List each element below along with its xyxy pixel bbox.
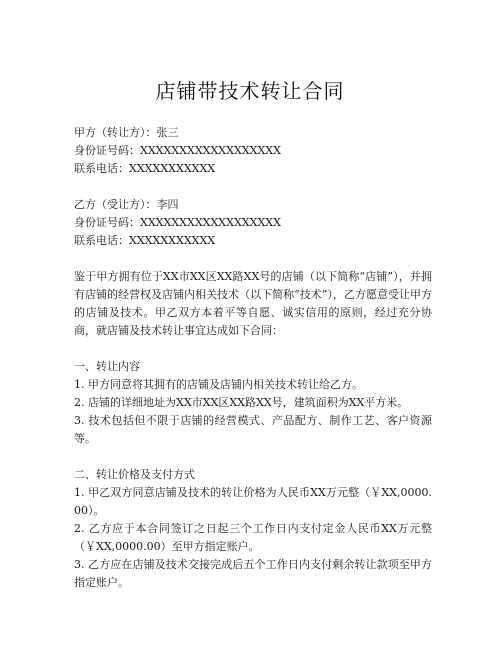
party-b-phone: 联系电话：XXXXXXXXXXX	[74, 234, 216, 247]
party-a-phone: 联系电话：XXXXXXXXXXX	[74, 162, 216, 175]
party-b-id-number: 身份证号码：XXXXXXXXXXXXXXXXXX	[74, 216, 281, 229]
section-2-item: 3. 乙方应在店铺及技术交接完成后五个工作日内支付剩余转让款项至甲方指定账户。	[74, 558, 432, 589]
page-title: 店铺带技术转让合同	[155, 79, 345, 103]
section-1-item: 1. 甲方同意将其拥有的店铺及店铺内相关技术转让给乙方。	[74, 378, 363, 391]
party-a-id-number: 身份证号码：XXXXXXXXXXXXXXXXXX	[74, 144, 281, 157]
section-2-item: 2. 乙方应于本合同签订之日起三个工作日内支付定金人民币XX万元整（￥XX,0000.00）至甲方指定账户。	[74, 522, 432, 553]
spacer	[74, 340, 432, 358]
section-1-heading: 一、转让内容	[74, 360, 140, 373]
preamble-paragraph: 鉴于甲方拥有位于XX市XX区XX路XX号的店铺（以下简称“店铺”），并拥有店铺的经营权及店铺内相关技术（以下简称“技术”），乙方愿意受让甲方的店铺及技术。甲乙双方本着平等自愿、诚实信用的原则，经过充分协商，就店铺及技术转让事宜达成如下合同：	[74, 270, 432, 337]
section-1-item: 2. 店铺的详细地址为XX市XX区XX路XX号，建筑面积为XX平方米。	[74, 396, 409, 409]
party-a-role: 甲方（转让方）：张三	[74, 126, 179, 139]
section-2-heading: 二、转让价格及支付方式	[74, 468, 195, 481]
spacer	[74, 250, 432, 268]
spacer	[74, 448, 432, 466]
section-1-item: 3. 技术包括但不限于店铺的经营模式、产品配方、制作工艺、客户资源等。	[74, 414, 432, 445]
contract-body	[74, 124, 432, 592]
section-2-item: 1. 甲乙双方同意店铺及技术的转让价格为人民币XX万元整（￥XX,0000.00）。	[74, 486, 432, 517]
party-b-role: 乙方（受让方）：李四	[74, 198, 179, 211]
spacer	[74, 178, 432, 196]
